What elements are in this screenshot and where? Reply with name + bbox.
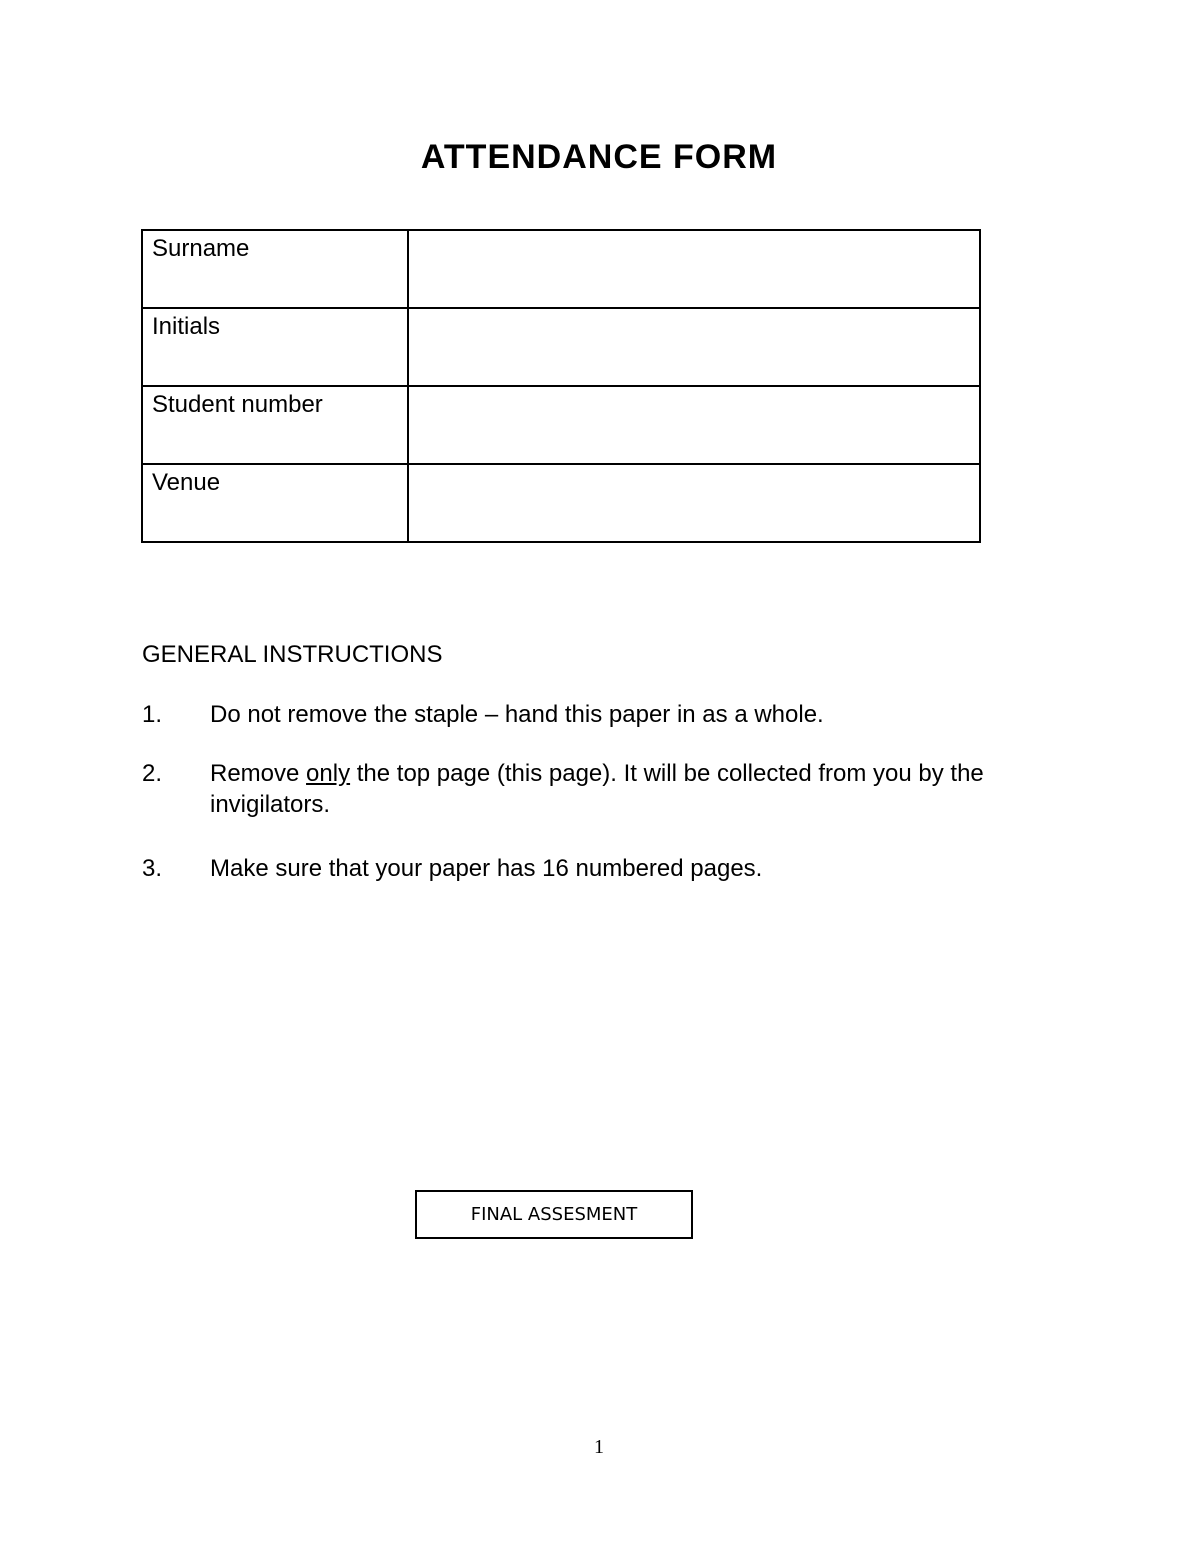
instruction-text-before: Remove — [210, 760, 307, 787]
instruction-item-3 — [142, 853, 1012, 884]
table-row — [142, 230, 980, 308]
venue-label: Venue — [142, 464, 408, 542]
assessment-label-box: FINAL ASSESMENT — [415, 1190, 693, 1239]
instruction-text-underlined: only — [306, 760, 351, 787]
table-row — [142, 386, 980, 464]
instruction-item-1 — [142, 699, 1012, 730]
instruction-text — [210, 758, 1012, 820]
instruction-item-2 — [142, 758, 1012, 820]
instruction-number: 1. — [142, 701, 163, 728]
student-number-field[interactable] — [408, 386, 980, 464]
initials-field[interactable] — [408, 308, 980, 386]
page-number: 1 — [594, 1436, 604, 1458]
instruction-number: 2. — [142, 760, 163, 787]
page-title: ATTENDANCE FORM — [420, 138, 778, 176]
venue-field[interactable] — [408, 464, 980, 542]
table-row — [142, 464, 980, 542]
attendance-table — [141, 229, 981, 543]
surname-field[interactable] — [408, 230, 980, 308]
instructions-heading: GENERAL INSTRUCTIONS — [142, 641, 443, 668]
initials-label: Initials — [142, 308, 408, 386]
table-row — [142, 308, 980, 386]
surname-label: Surname — [142, 230, 408, 308]
instruction-text: Do not remove the staple – hand this paper in as a whole. — [210, 701, 824, 728]
student-number-label: Student number — [142, 386, 408, 464]
instruction-text-after: the top page (this page). It will be collected from you by the invigilators. — [210, 760, 984, 818]
instruction-text: Make sure that your paper has 16 numbered pages. — [210, 855, 763, 882]
instruction-number: 3. — [142, 855, 163, 882]
